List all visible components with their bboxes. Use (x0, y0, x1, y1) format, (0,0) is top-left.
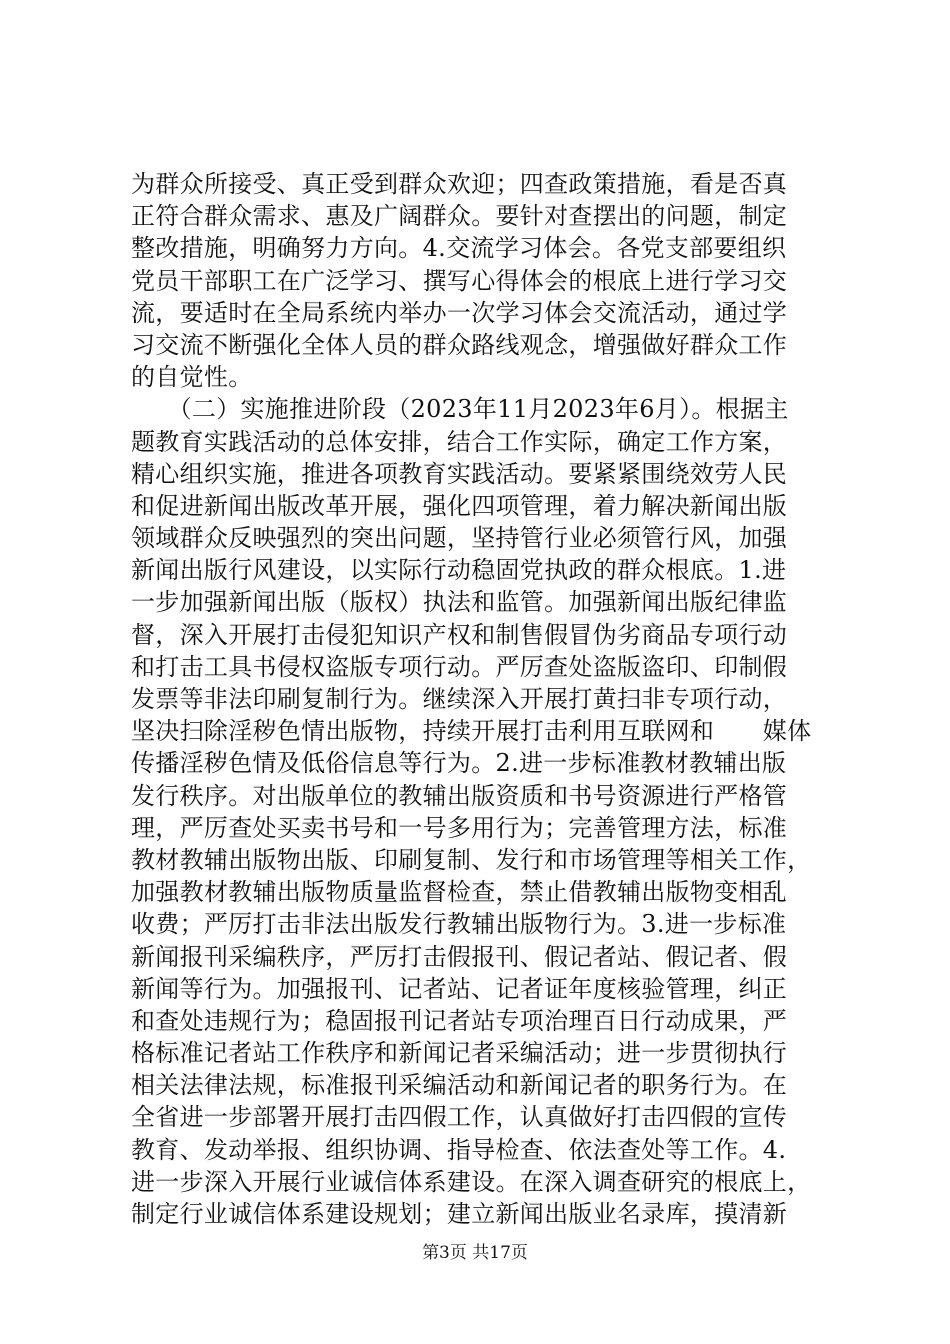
text-line: 发行秩序。对出版单位的教辅出版资质和书号资源进行严格管 (131, 781, 788, 810)
text-line: 流，要适时在全局系统内举办一次学习体会交流活动，通过学 (131, 298, 788, 327)
text-line: 进一步深入开展行业诚信体系建设。在深入调查研究的根底上， (131, 1167, 812, 1196)
text-line: 督，深入开展打击侵犯知识产权和制售假冒伪劣商品专项行动 (131, 620, 788, 649)
text-line: 党员干部职工在广泛学习、撰写心得体会的根底上进行学习交 (131, 266, 788, 295)
text-line: 教育、发动举报、组织协调、指导检查、依法查处等工作。4. (131, 1135, 787, 1164)
text-line: 收费；严厉打击非法出版发行教辅出版物行为。3.进一步标准 (131, 910, 787, 939)
page-number-label: 第3页 共17页 (422, 1243, 528, 1263)
document-body (131, 168, 825, 1230)
text-line: 正符合群众需求、惠及广阔群众。要针对查摆出的问题，制定 (131, 202, 788, 231)
text-line: （二）实施推进阶段（2023年11月2023年6月）。根据主 (131, 395, 789, 424)
text-line: 整改措施，明确努力方向。4.交流学习体会。各党支部要组织 (131, 234, 787, 263)
text-line: 为群众所接受、真正受到群众欢迎；四查政策措施，看是否真 (131, 170, 788, 198)
text-line: 题教育实践活动的总体安排，结合工作实际，确定工作方案， (131, 427, 788, 456)
text-line: 制定行业诚信体系建设规划；建立新闻出版业名录库，摸清新 (131, 1200, 788, 1228)
text-line: 和促进新闻出版改革开展，强化四项管理，着力解决新闻出版 (131, 491, 788, 520)
text-line: 传播淫秽色情及低俗信息等行为。2.进一步标准教材教辅出版 (131, 749, 787, 778)
text-line: 理，严厉查处买卖书号和一号多用行为；完善管理方法，标准 (131, 813, 788, 842)
text-line: 相关法律法规，标准报刊采编活动和新闻记者的职务行为。在 (131, 1071, 788, 1100)
text-line: 教材教辅出版物出版、印刷复制、发行和市场管理等相关工作， (131, 845, 812, 874)
text-line: 格标准记者站工作秩序和新闻记者采编活动；进一步贯彻执行 (131, 1039, 788, 1068)
text-line: 领域群众反映强烈的突出问题，坚持管行业必须管行风，加强 (131, 524, 788, 553)
text-line: 习交流不断强化全体人员的群众路线观念，增强做好群众工作 (131, 330, 788, 359)
text-line: 坚决扫除淫秽色情出版物，持续开展打击利用互联网和 媒体 (131, 717, 812, 746)
text-line: 发票等非法印刷复制行为。继续深入开展打黄扫非专项行动， (131, 685, 788, 713)
text-line: 加强教材教辅出版物质量监督检查，禁止借教辅出版物变相乱 (131, 878, 788, 907)
text-line: 新闻报刊采编秩序，严厉打击假报刊、假记者站、假记者、假 (131, 942, 788, 971)
text-line: 的自觉性。 (131, 363, 253, 392)
text-line: 新闻等行为。加强报刊、记者站、记者证年度核验管理，纠正 (131, 974, 788, 1003)
text-line: 和查处违规行为；稳固报刊记者站专项治理百日行动成果，严 (131, 1006, 788, 1035)
text-line: 新闻出版行风建设，以实际行动稳固党执政的群众根底。1.进 (131, 556, 787, 585)
text-line: 和打击工具书侵权盗版专项行动。严厉查处盗版盗印、印制假 (131, 652, 788, 681)
text-line: 全省进一步部署开展打击四假工作，认真做好打击四假的宣传 (131, 1103, 788, 1132)
text-line: 一步加强新闻出版（版权）执法和监管。加强新闻出版纪律监 (131, 588, 788, 617)
text-line: 精心组织实施，推进各项教育实践活动。要紧紧围绕效劳人民 (131, 459, 788, 488)
page-footer (0, 1242, 950, 1264)
